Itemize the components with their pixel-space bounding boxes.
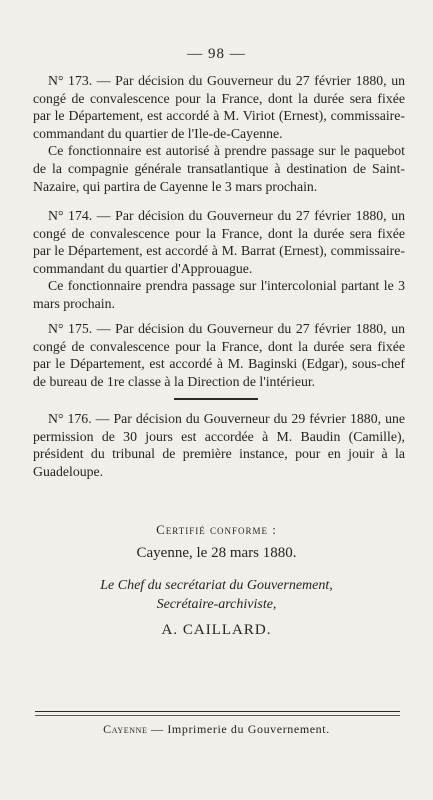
- certification-label: Certifié conforme :: [156, 522, 277, 537]
- footer-place: Cayenne: [103, 722, 148, 736]
- signatory-title-line: Secrétaire-archiviste,: [156, 597, 277, 612]
- page-number: — 98 —: [187, 46, 246, 62]
- signatory-title: [0, 576, 433, 614]
- entry-176: [33, 410, 405, 480]
- footer-rule: [35, 711, 400, 712]
- entry-paragraph: N° 175. — Par décision du Gouverneur du 27 février 1880, un congé de convalescence pour la France, dont la durée sera fixée par le Département, est accordé à M. Baginski (Edgar), sous-chef de bureau de 1re classe à la Direction de l'intérieur.: [33, 321, 405, 389]
- entry-paragraph: N° 176. — Par décision du Gouverneur du 29 février 1880, une permission de 30 jours est accordée à M. Baudin (Camille), président du tribunal de première instance, pour en jouir à la Guadeloupe.: [33, 411, 405, 479]
- signatory-title-line: Le Chef du secrétariat du Gouvernement,: [100, 578, 333, 593]
- entry-174: [33, 207, 405, 313]
- entry-paragraph: Ce fonctionnaire prendra passage sur l'intercolonial partant le 3 mars prochain.: [33, 278, 405, 311]
- entry-175: [33, 320, 405, 390]
- entry-paragraph: N° 173. — Par décision du Gouverneur du 27 février 1880, un congé de convalescence pour la France, dont la durée sera fixée par le Département, est accordé à M. Viriot (Ernest), commissaire-commandant du quartier de l'Ile-de-Cayenne.: [33, 73, 405, 141]
- certification-date: Cayenne, le 28 mars 1880.: [136, 545, 297, 561]
- footer-text: — Imprimerie du Gouvernement.: [147, 722, 330, 736]
- entry-173: [33, 72, 405, 195]
- footer-rule-thin: [35, 715, 400, 716]
- section-separator: [174, 398, 258, 400]
- signatory-name: A. CAILLARD.: [161, 622, 272, 638]
- printer-footer: [0, 722, 433, 737]
- entry-paragraph: N° 174. — Par décision du Gouverneur du 27 février 1880, un congé de convalescence pour la France, dont la durée sera fixée par le Département, est accordé à M. Barrat (Ernest), commissaire-commandant du quartier d'Approuague.: [33, 208, 405, 276]
- entry-paragraph: Ce fonctionnaire est autorisé à prendre passage sur le paquebot de la compagnie générale transatlantique à destination de Saint-Nazaire, qui partira de Cayenne le 3 mars prochain.: [33, 143, 405, 194]
